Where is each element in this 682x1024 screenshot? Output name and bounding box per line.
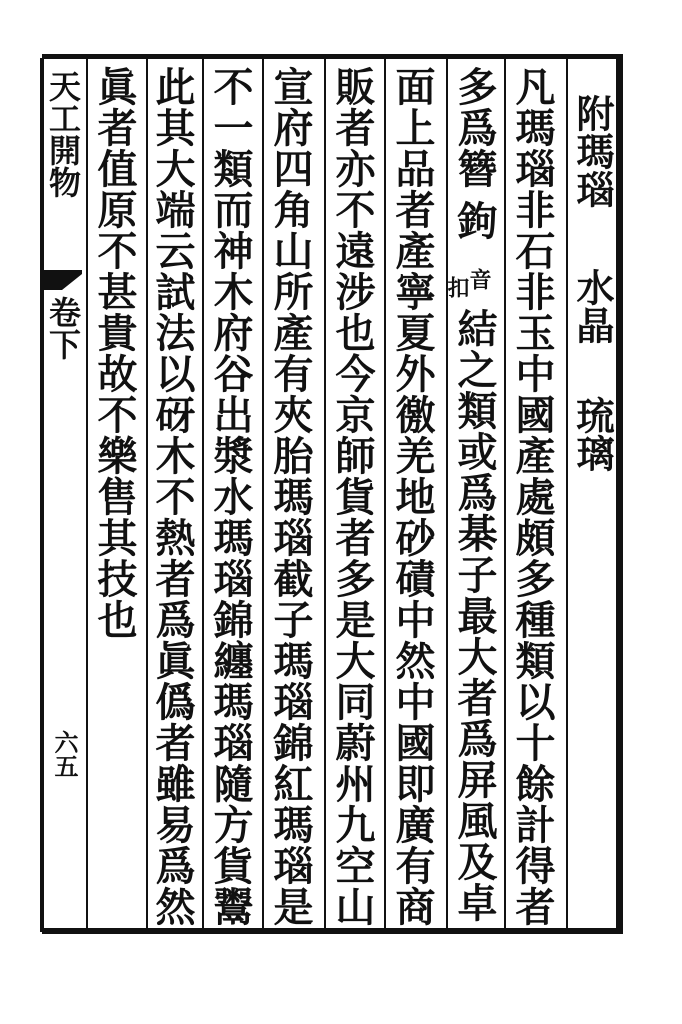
column-rule-3 (384, 58, 386, 928)
outer-right-border (616, 54, 623, 934)
volume-label: 卷下 (44, 296, 82, 360)
section-subtitle-glass: 琉璃 (570, 396, 615, 472)
text-column-2-continued: 結之類或爲棊子最大者爲屏風及卓 (451, 308, 498, 923)
bottom-border (42, 928, 622, 934)
text-column-7: 此其大端云試法以砑木不熱者爲眞僞者雖易爲然 (149, 66, 196, 927)
fish-tail-mark-icon (40, 270, 82, 292)
book-title: 天工開物 (44, 70, 82, 198)
text-column-4: 販者亦不遠涉也今京師貨者多是大同蔚州九空山 (329, 66, 376, 927)
gloss-note-kou: 扣 (444, 276, 470, 298)
gloss-note-yin: 音 (466, 268, 492, 290)
gloss-word: 鉤 (451, 200, 498, 241)
column-rule-2 (446, 58, 448, 928)
text-column-3: 面上品者產寧夏外徼羌地砂磧中然中國即廣有商 (389, 66, 436, 927)
section-subtitle-crystal: 水晶 (570, 268, 615, 344)
column-rule-8 (86, 58, 88, 928)
column-rule-4 (324, 58, 326, 928)
heading-divider (566, 58, 568, 928)
top-border (42, 54, 618, 59)
section-title: 附瑪瑙 (570, 94, 615, 208)
text-column-6: 不一類而神木府谷出漿水瑪瑙錦纏瑪瑙隨方貨鬻 (207, 66, 254, 927)
page-number: 六五 (50, 730, 79, 778)
column-rule-5 (262, 58, 264, 928)
column-rule-7 (146, 58, 148, 928)
column-rule-1 (504, 58, 506, 928)
column-rule-6 (202, 58, 204, 928)
text-column-5: 宣府四角山所產有夾胎瑪瑙截子瑪瑙錦紅瑪瑙是 (267, 66, 314, 927)
text-column-1: 凡瑪瑙非石非玉中國產處頗多種類以十餘計得者 (509, 66, 556, 927)
text-column-2: 多爲簪 (451, 66, 498, 189)
text-column-8: 眞者值原不甚貴故不樂售其技也 (91, 66, 138, 640)
